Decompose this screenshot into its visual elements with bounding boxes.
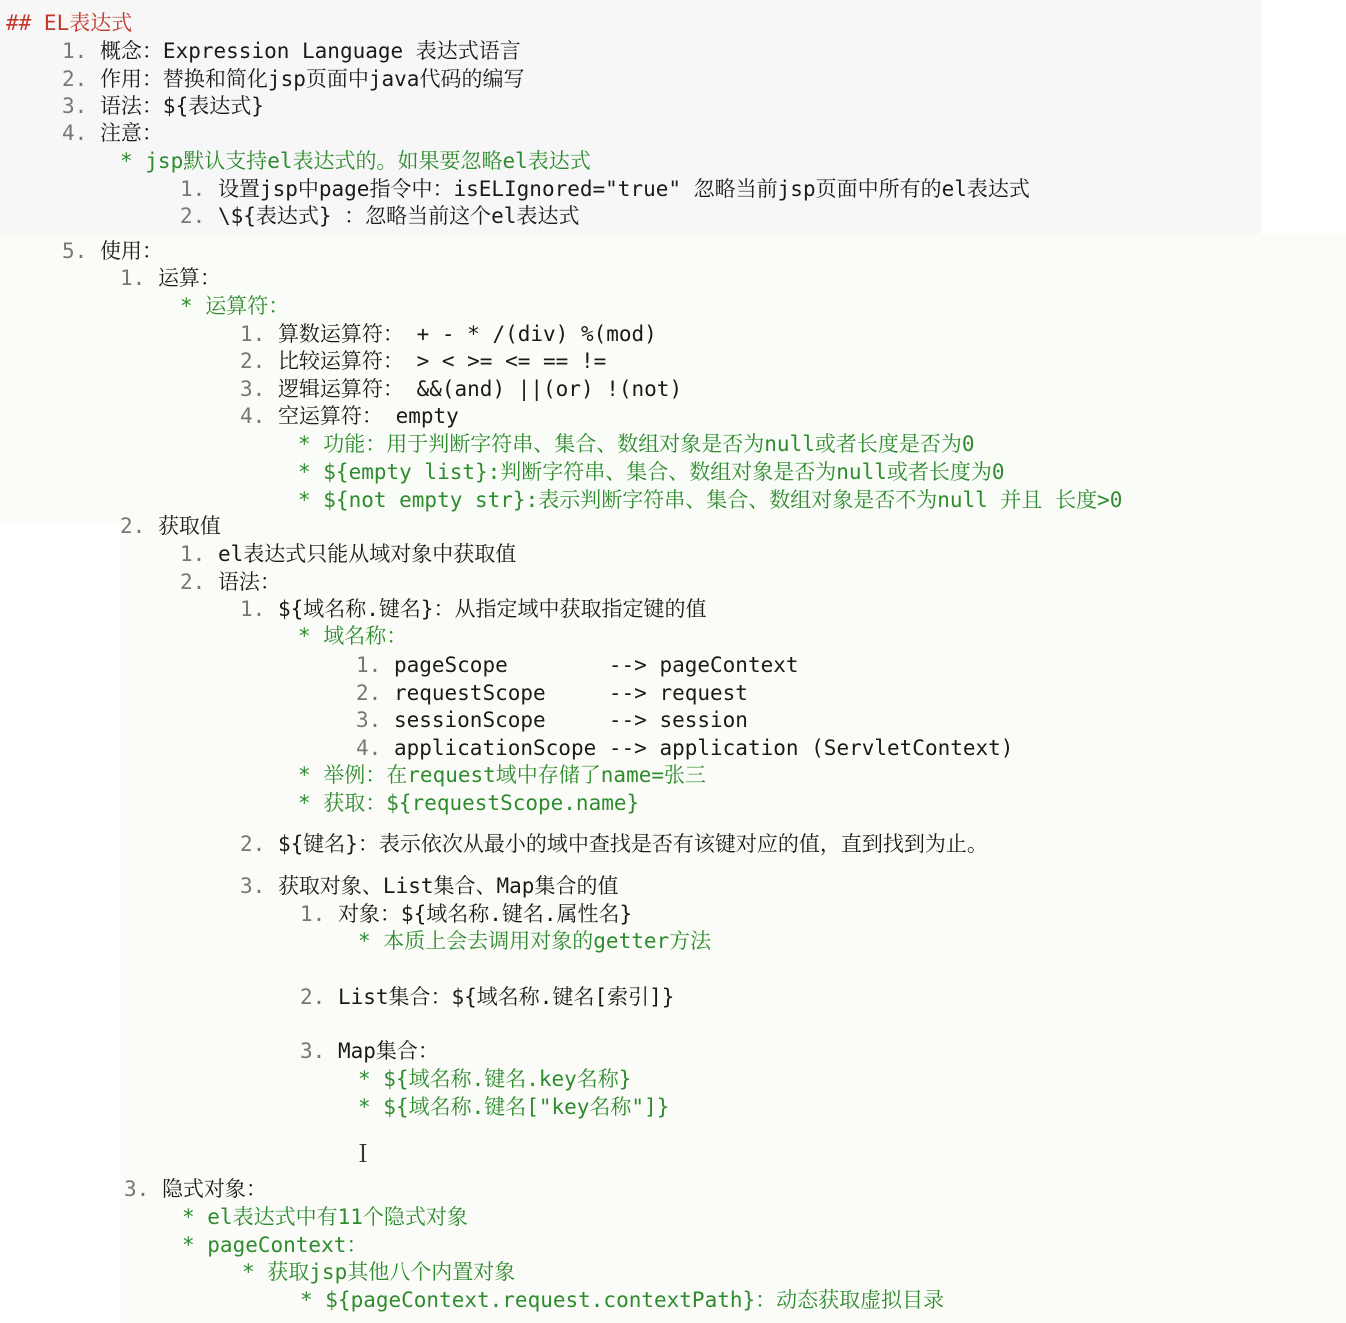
list-number: 2. — [180, 570, 218, 594]
note-text: * ${域名称.键名["key名称"]} — [358, 1095, 670, 1119]
note-line-l17 — [298, 487, 1122, 513]
note-line-l20 — [180, 569, 281, 595]
note-line-l22 — [298, 623, 407, 649]
note-line-l19 — [180, 541, 516, 567]
note-line-l4 — [62, 120, 163, 146]
note-line-l25 — [356, 707, 748, 733]
list-number: 5. — [62, 239, 100, 263]
note-text: * ${域名称.键名.key名称} — [358, 1067, 632, 1091]
note-text: 语法： — [217, 570, 281, 594]
note-text: ${域名称.键名}：从指定域中获取指定键的值 — [277, 597, 707, 621]
list-number: 1. — [240, 597, 278, 621]
list-number: 2. — [240, 832, 278, 856]
note-line-l16 — [298, 459, 1005, 485]
note-line-l35 — [358, 1066, 631, 1092]
note-line-l40 — [242, 1259, 515, 1285]
note-line-l10 — [180, 293, 289, 319]
note-text: 获取对象、List集合、Map集合的值 — [277, 874, 619, 898]
note-line-l6 — [180, 176, 1030, 202]
note-line-l5 — [120, 148, 591, 174]
note-text: 空运算符： empty — [277, 404, 459, 428]
note-text: * el表达式中有11个隐式对象 — [182, 1205, 468, 1229]
note-text: 运算： — [157, 266, 221, 290]
list-number: 1. — [120, 266, 158, 290]
note-line-l11 — [240, 321, 657, 347]
note-line-l7 — [180, 203, 579, 229]
list-number: 1. — [240, 322, 278, 346]
note-line-l39 — [182, 1232, 367, 1258]
note-line-l18 — [120, 513, 221, 539]
note-text: 算数运算符： + - * /(div) %(mod) — [277, 322, 657, 346]
list-number: 2. — [120, 514, 158, 538]
note-text: 使用： — [99, 239, 163, 263]
note-text: ${键名}：表示依次从最小的域中查找是否有该键对应的值，直到找到为止。 — [277, 832, 988, 856]
note-text: 逻辑运算符： &&(and) ||(or) !(not) — [277, 377, 683, 401]
note-text: * 获取：${requestScope.name} — [298, 791, 640, 815]
list-number: 4. — [240, 404, 278, 428]
note-line-l21 — [240, 596, 707, 622]
note-line-l8 — [62, 238, 163, 264]
note-line-l27 — [298, 762, 706, 788]
list-number: 2. — [180, 204, 218, 228]
list-number: 3. — [240, 874, 278, 898]
list-number: 3. — [240, 377, 278, 401]
note-text: Map集合： — [337, 1039, 439, 1063]
note-line-l23 — [356, 652, 799, 678]
note-text: * ${pageContext.request.contextPath}：动态获取虚拟目录 — [300, 1288, 945, 1312]
note-line-l15 — [298, 431, 975, 457]
note-line-l29 — [240, 831, 988, 857]
note-text: 获取值 — [157, 514, 221, 538]
list-number: 3. — [300, 1039, 338, 1063]
note-line-l13 — [240, 376, 682, 402]
note-text: 隐式对象： — [161, 1177, 267, 1201]
note-text: 语法：${表达式} — [99, 94, 264, 118]
note-line-l38 — [182, 1204, 468, 1230]
note-line-l37 — [124, 1176, 267, 1202]
note-text: 作用：替换和简化jsp页面中java代码的编写 — [99, 67, 525, 91]
note-line-l34 — [300, 1038, 439, 1064]
note-text: * ${empty list}:判断字符串、集合、数组对象是否为null或者长度为0 — [298, 460, 1005, 484]
note-text: 概念：Expression Language 表达式语言 — [99, 39, 521, 63]
note-text: 设置jsp中page指令中：isELIgnored="true" 忽略当前jsp页面中所有的el表达式 — [217, 177, 1030, 201]
note-line-l30 — [240, 873, 618, 899]
note-text: * 举例：在request域中存储了name=张三 — [298, 763, 707, 787]
note-text: applicationScope --> application (ServletContext) — [393, 736, 1014, 760]
note-text: * 获取jsp其他八个内置对象 — [242, 1260, 516, 1284]
note-line-l3 — [62, 93, 264, 119]
note-text: * ${not empty str}:表示判断字符串、集合、数组对象是否不为null 并且 长度>0 — [298, 488, 1123, 512]
list-number: 4. — [62, 121, 100, 145]
section-heading: ## EL表达式 — [6, 11, 133, 35]
list-number: 1. — [180, 542, 218, 566]
note-line-l9 — [120, 265, 221, 291]
list-number: 3. — [356, 708, 394, 732]
list-number: 3. — [124, 1177, 162, 1201]
list-number: 1. — [180, 177, 218, 201]
note-text: sessionScope --> session — [393, 708, 748, 732]
note-line-l28 — [298, 790, 639, 816]
note-line-l33 — [300, 984, 674, 1010]
note-line-l2 — [62, 66, 524, 92]
note-text: \${表达式} ：忽略当前这个el表达式 — [217, 204, 580, 228]
note-text: List集合：${域名称.键名[索引]} — [337, 985, 675, 1009]
list-number: 2. — [356, 681, 394, 705]
note-line-l12 — [240, 348, 606, 374]
note-text: * 功能：用于判断字符串、集合、数组对象是否为null或者长度是否为0 — [298, 432, 975, 456]
list-number: 2. — [240, 349, 278, 373]
note-text: * 域名称： — [298, 624, 408, 648]
note-line-l24 — [356, 680, 748, 706]
note-text: * 本质上会去调用对象的getter方法 — [358, 929, 712, 953]
note-line-l31 — [300, 901, 632, 927]
note-text: 注意： — [99, 121, 163, 145]
note-text: * 运算符： — [180, 294, 290, 318]
note-text: pageScope --> pageContext — [393, 653, 799, 677]
note-line-l26 — [356, 735, 1013, 761]
list-number: 1. — [300, 902, 338, 926]
list-number: 1. — [356, 653, 394, 677]
note-line-l36 — [358, 1094, 669, 1120]
note-text: requestScope --> request — [393, 681, 748, 705]
list-number: 2. — [300, 985, 338, 1009]
list-number: 3. — [62, 94, 100, 118]
list-number: 2. — [62, 67, 100, 91]
note-line-l1 — [62, 38, 521, 64]
note-text: 对象：${域名称.键名.属性名} — [337, 902, 633, 926]
note-text: * pageContext： — [182, 1233, 368, 1257]
note-text: 比较运算符： > < >= <= == != — [277, 349, 607, 373]
note-text: el表达式只能从域对象中获取值 — [217, 542, 517, 566]
list-number: 4. — [356, 736, 394, 760]
note-text: * jsp默认支持el表达式的。如果要忽略el表达式 — [120, 149, 591, 173]
text-cursor-icon: Ｉ — [351, 1140, 375, 1168]
note-line-l14 — [240, 403, 459, 429]
list-number: 1. — [62, 39, 100, 63]
note-line-l32 — [358, 928, 711, 954]
note-line-l41 — [300, 1287, 944, 1313]
